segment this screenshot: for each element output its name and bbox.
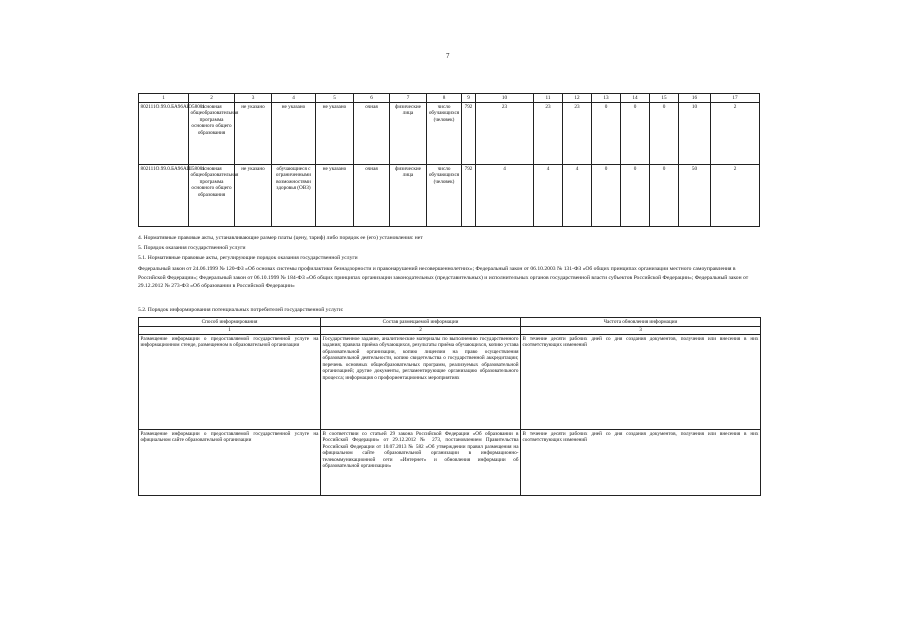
legal-acts-text: Федеральный закон от 24.06.1999 № 120-ФЗ «Об основах системы профилактики безнадзорности и правонарушений несовершеннолетних»; Федеральный закон от 06.10.2003 № 131-ФЗ «Об общих принципах организации местного самоуправления в Российской Федерации»; Федеральный закон от 06.10.1999 № 184-ФЗ «Об общих принципах организации законодательных (представительных) и исполнительных органов государственной власти субъектов Российской Федерации»; Федеральный закон от 29.12.2012 № 273-ФЗ «Об образовании в Российской Федерации» xyxy=(138,266,749,290)
indicators-table xyxy=(138,93,760,227)
column-number-row: 1 2 3 4 5 6 7 8 9 10 11 12 13 14 15 16 17 xyxy=(139,94,760,103)
section-5-2-heading: 5.2. Порядок информирования потенциальных потребителей государственной услуги: xyxy=(138,307,344,313)
section-5-1-heading: 5.1. Нормативные правовые акты, регулирующие порядок оказания государственной услуги xyxy=(138,255,358,261)
section-5-heading: 5. Порядок оказания государственной услуги xyxy=(138,245,246,251)
table-row: Размещение информации о предоставляемой государственной услуге на официальном сайте образовательной организации В соответствии со статьей 29 закона Российской Федерации «Об образовании в Российской Федерации» от 29.12.2012 № 273, постановлением Правительства Российской Федерации от 10.07.2013 № 582 «Об утверждении правил размещения на официальном сайте образовательной организации в информационно-телекоммуникационной сети «Интернет» и обновления информации об образовательной организации» В течение десяти рабочих дней со дня создания документов, получения или внесения в них соответствующих изменений xyxy=(139,430,761,496)
table-row: 802111О.99.0.БА96АШ58001 основная общеобразовательная программа основного общего образования не указано обучающиеся с ограниченными возможностями здоровья (ОВЗ) не указано очная физические лица число обучающихся (человек) 792 4 4 4 0 0 0 50 2 xyxy=(139,165,760,227)
section-4-text: 4. Нормативные правовые акты, устанавливающие размер платы (цену, тариф) либо порядок ее (его) установления: нет xyxy=(138,235,423,241)
table-row: Размещение информации о предоставляемой государственной услуге на информационном стенде, размещенном в образовательной организации Государственное задание, аналитические материалы по выполнению государственного задания; правила приёма обучающихся, результаты приёма обучающихся, копию устава образовательной организации, копию лицензии на право осуществления образовательной деятельности, копию свидетельства о государственной аккредитации; перечень основных общеобразовательных программ, реализуемых образовательной организацией; другие документы, регламентирующие организацию образовательного процесса; информация о профориентационных мероприятиях В течение десяти рабочих дней со дня создания документов, получения или внесения в них соответствующих изменений xyxy=(139,335,761,430)
informing-table xyxy=(138,317,761,496)
table-row: 802111О.99.0.БА96АЮ58001 основная общеобразовательная программа основного общего образования не указано не указано не указано очная физические лица число обучающихся (человек) 792 23 23 23 0 0 0 10 2 xyxy=(139,103,760,165)
page-number: 7 xyxy=(446,52,450,60)
header-row: Способ информирования Состав размещаемой информации Частота обновления информации xyxy=(139,318,761,327)
column-number-row: 1 2 3 xyxy=(139,326,761,335)
